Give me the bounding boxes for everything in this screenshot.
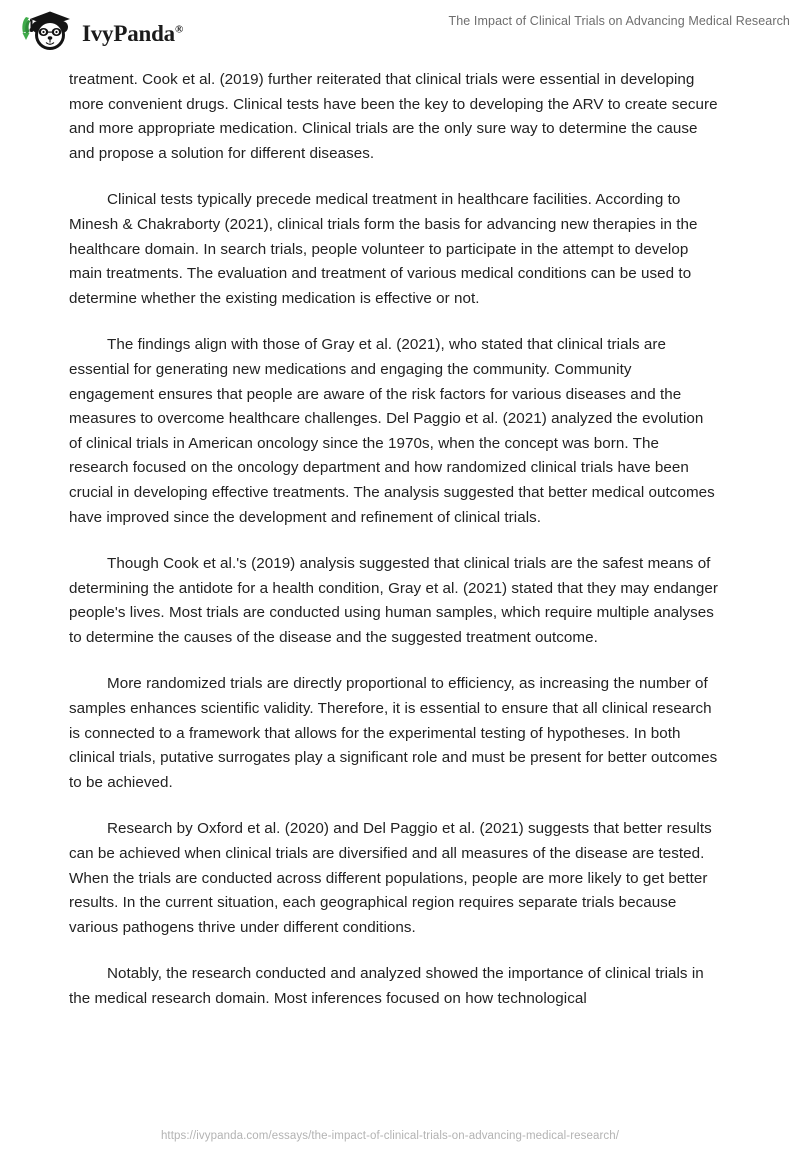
- page-header: [0, 0, 800, 60]
- essay-paragraph: Clinical tests typically precede medical treatment in healthcare facilities. According to Minesh & Chakraborty (2021), clinical trials form the basis for advancing new therapies in the healthcare domain. In search trials, people volunteer to participate in the attempt to develop main treatments. The evaluation and treatment of various medical conditions can be used to determine whether the existing medication is effective or not.: [69, 191, 698, 307]
- essay-body: [69, 68, 720, 1012]
- essay-paragraph: Notably, the research conducted and analyzed showed the importance of clinical trials in the medical research domain. Most inferences focused on how technological: [69, 965, 704, 1007]
- page-title: The Impact of Clinical Trials on Advancing Medical Research: [448, 14, 790, 28]
- essay-paragraph: The findings align with those of Gray et al. (2021), who stated that clinical trials are essential for generating new medications and engaging the community. Community engagement ensures that people are aware of the risk factors for various diseases and the measures to overcome healthcare challenges. Del Paggio et al. (2021) analyzed the evolution of clinical trials in American oncology since the 1970s, when the concept was born. The research focused on the oncology department and how randomized clinical trials have been crucial in developing effective treatments. The analysis suggested that better medical outcomes have improved since the development and refinement of clinical trials.: [69, 336, 715, 526]
- essay-paragraph: treatment. Cook et al. (2019) further reiterated that clinical trials were essential in developing more convenient drugs. Clinical tests have been the key to developing the ARV to create secure and more appropriate medication. Clinical trials are the only sure way to determine the cause and propose a solution for different diseases.: [69, 71, 718, 162]
- brand-name-text: IvyPanda: [82, 20, 175, 46]
- essay-paragraph: Though Cook et al.'s (2019) analysis suggested that clinical trials are the safest means of determining the antidote for a health condition, Gray et al. (2021) stated that they may endanger people's lives. Most trials are conducted using human samples, which require multiple analyses to determine the causes of the disease and the suggested treatment outcome.: [69, 555, 719, 646]
- panda-graduate-logo-icon: [16, 7, 76, 53]
- source-url-link[interactable]: https://ivypanda.com/essays/the-impact-of-clinical-trials-on-advancing-medical-research/: [160, 1130, 620, 1142]
- brand-logo-link[interactable]: [16, 7, 183, 53]
- registered-trademark-icon: ®: [174, 22, 184, 35]
- brand-wordmark: [82, 22, 183, 45]
- page-footer: [0, 1126, 800, 1144]
- essay-paragraph: Research by Oxford et al. (2020) and Del Paggio et al. (2021) suggests that better results can be achieved when clinical trials are diversified and all measures of the disease are tested. When the trials are conducted across different populations, people are more likely to get better results. In the current situation, each geographical region requires separate trials because various pathogens thrive under different conditions.: [69, 820, 712, 936]
- essay-paragraph: More randomized trials are directly proportional to efficiency, as increasing the number of samples enhances scientific validity. Therefore, it is essential to ensure that all clinical research is connected to a framework that allows for the experimental testing of hypotheses. In both clinical trials, putative surrogates play a significant role and must be present for better outcomes to be achieved.: [69, 675, 718, 791]
